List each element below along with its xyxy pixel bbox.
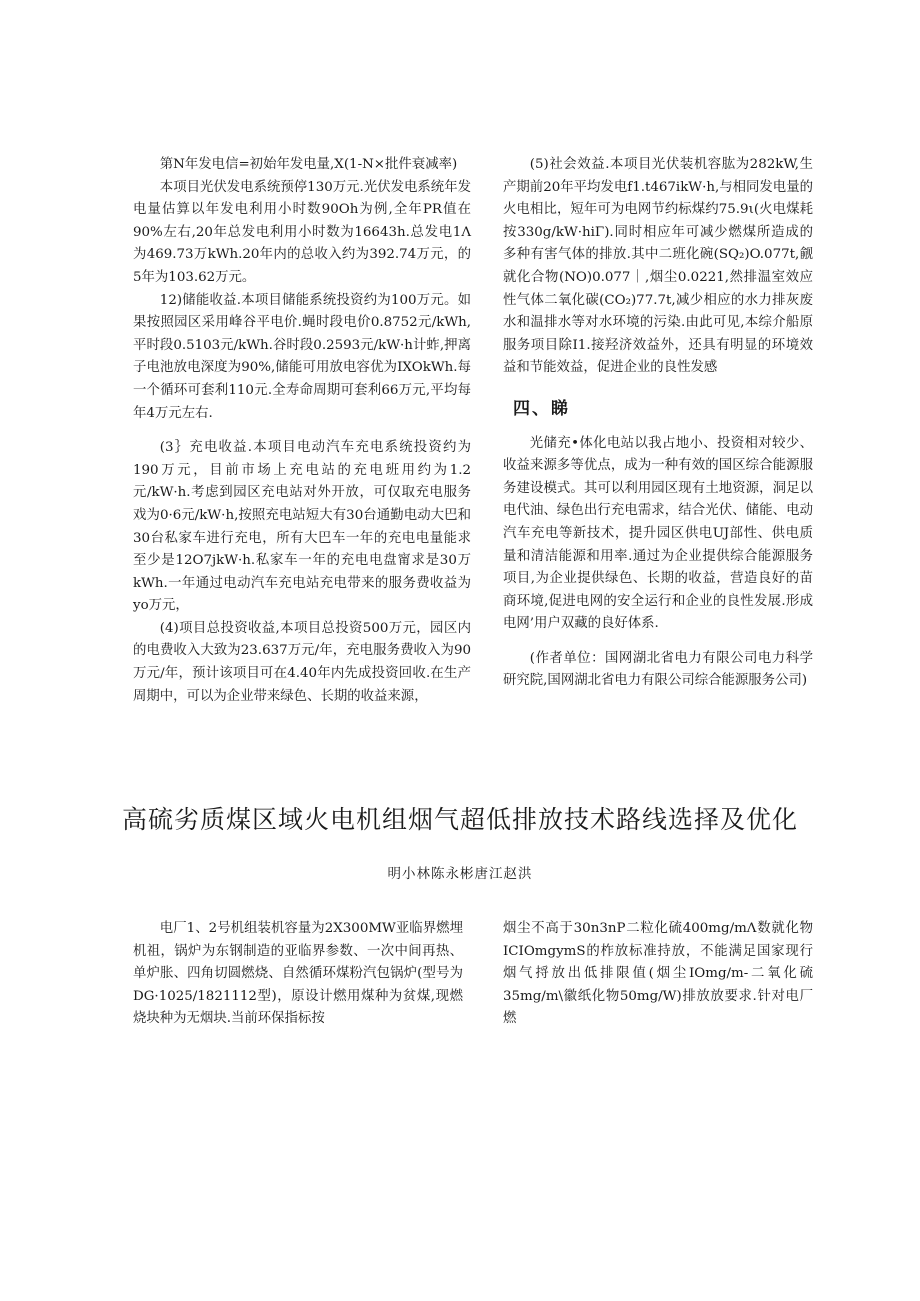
article-authors: 明小林陈永彬唐江赵洪	[387, 866, 533, 882]
pv-revenue-paragraph: 本项目光伏发电系统预停130万元.光伏发电系统年发电量估算以年发电利用小时数90Oh为例,全年PR值在90%左右,20年总发电利用小时数为16643h.总发电1Λ为469.73万kWh.20年内的总收入约为392.74万元，的5年为103.62万元。	[133, 179, 471, 285]
social-benefit-paragraph: (5)社会效益.本项目光伏装机容肱为282kW,生产期前20年平均发电f1.t467ikW·h,与相同发电量的火电相比，短年可为电网节约标煤约75.9ι(火电煤耗按330g/kW·hiΓ).同时相应年可减少燃煤所造成的多种有害气体的排放.其中二班化碗(SQ₂)O.077t,觎就化合物(NO)0.077｜,烟尘0.0221,然排温室效应性气体二氧化碳(CO₂)77.7t,减少相应的水力排灰废水和温排水等对水环境的污染.由此可见,本综介船原服务项目除I1.接羟济效益外，还具有明显的环境效益和节能效益，促进企业的良性发感	[503, 157, 813, 376]
right-column-top	[503, 154, 813, 693]
section-heading: 四、睇	[513, 398, 570, 419]
emission-standard-paragraph: 烟尘不高于30n3nP二粒化硫400mg/mΛ数就化物ICIOmgymS的柞放标准持放，不能满足国家现行烟气捋放出低排限值(烟尘IOmg/m-二氧化硫35mg/m\徽纸化物50mg/W)排放放要求.针对电厂燃	[503, 921, 813, 1027]
right-column-bottom	[503, 918, 813, 1031]
conclusion-paragraph: 光储充•体化电站以我占地小、投资相对较少、收益来源多等优点，成为一种有效的国区综合能源服务建设模式。其可以利用园区现有土地资源，洞足以电代油、绿色出行充电需求，结合光伏、储能、电动汽车充电等新技术，提升园区供电UJ部性、供电质量和清洁能源和用率.通过为企业提供综合能源服务项目,为企业提供绿色、长期的收益，营造良好的苗商环境,促进电网的安全运行和企业的良性发展.形成电网’用户双藏的良好体系.	[503, 435, 813, 632]
article-title: 高硫劣质煤区域火电机组烟气超低排放技术路线选择及优化	[121, 805, 798, 834]
total-investment-paragraph: (4)项目总投资收益,本项目总投资500万元，园区内的电费收入大致为23.637万元/年，充电服务费收入为90万元/年，预计该项目可在4.40年内先成投资回收.在生产周期中，可以为企业带来绿色、长期的收益来源，	[133, 620, 471, 704]
author-affiliation: (作者单位：国网湖北省电力有限公司电力科学研究院,国网湖北省电力有限公司综合能源服务公司)	[503, 650, 813, 689]
plant-intro-paragraph: 电厂1、2号机组装机容量为2X300MW亚临界燃埋机祖，锅炉为东钢制造的亚临界参数、一次中间再热、单炉胀、四角切圆燃烧、自然循环煤粉汽包锅炉(型号为DG·1025/1821112型)，原设计燃用煤种为贫煤,现燃烧块种为无烟块.当前环保指标按	[133, 921, 463, 1027]
storage-revenue-paragraph: 12)储能收益.本项目储能系统投资约为100万元。如果按照园区采用峰谷平电价.蝇时段电价0.8752元/kWh,平时段0.5103元/kWh.谷时段0.2593元/kW·h计蚱,押离子电池放电深度为90%,储能可用放电容优为IXOkWh.每一个循环可套利110元.全寿命周期可套利66万元,平均每年4万元左右.	[133, 292, 471, 421]
left-column-top	[133, 154, 471, 708]
formula-line: 第N年发电信=初始年发电量,X(1-N×批件衰减率)	[159, 157, 458, 172]
charging-revenue-paragraph: (3｝充电收益.本项目电动汽车充电系统投资约为190万元，目前市场上充电站的充电班用约为1.2元/kW·h.考虑到园区充电站对外开放，可仅取充电服务戏为0·6元/kW·h,按照充电站短大有30台通勤电动大巴和30台私家车进行充电，所有大巴车一年的充电电量能求至少是12O7jkW·h.私家车一年的充电电盘甯求是30万kWh.一年通过电动汽车充电站充电带来的服务费收益为yo万元，	[133, 440, 471, 614]
left-column-bottom	[133, 918, 463, 1031]
